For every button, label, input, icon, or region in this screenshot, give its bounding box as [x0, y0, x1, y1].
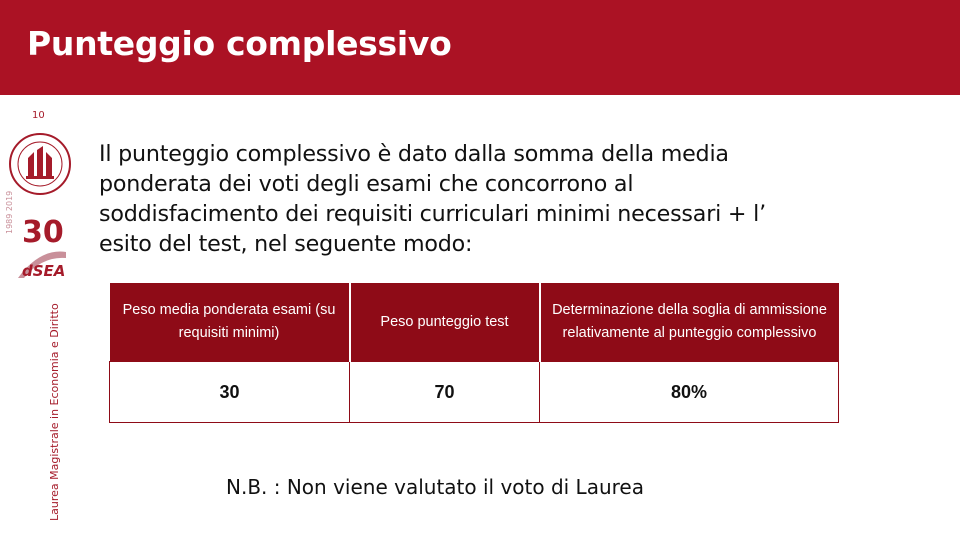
- logo-years: 1989 2019: [5, 190, 14, 234]
- university-logo: [5, 130, 72, 282]
- score-table: [109, 283, 839, 423]
- slide-title: Punteggio complessivo: [27, 24, 452, 63]
- logo-anniversary: 30: [22, 215, 64, 250]
- note: N.B. : Non viene valutato il voto di Laurea: [226, 475, 644, 499]
- intro-paragraph: Il punteggio complessivo è dato dalla somma della media ponderata dei voti degli esami che concorrono al soddisfacimento dei requisiti curriculari minimi necessari + l’ esito del test, nel seguente modo:: [99, 141, 766, 257]
- cell-weight-average: 30: [110, 362, 350, 423]
- table-row: [110, 362, 839, 423]
- header-weight-average: Peso media ponderata esami (su requisiti minimi): [110, 283, 350, 362]
- cell-weight-test: 70: [350, 362, 540, 423]
- header-weight-test: Peso punteggio test: [350, 283, 540, 362]
- side-label: Laurea Magistrale in Economia e Diritto: [48, 303, 61, 521]
- title-bar: [0, 0, 960, 95]
- header-threshold: Determinazione della soglia di ammissione relativamente al punteggio complessivo: [540, 283, 839, 362]
- slide-number: 10: [32, 110, 45, 121]
- table-header-row: [110, 283, 839, 362]
- cell-threshold: 80%: [540, 362, 839, 423]
- logo-brand: dSEA: [22, 262, 66, 280]
